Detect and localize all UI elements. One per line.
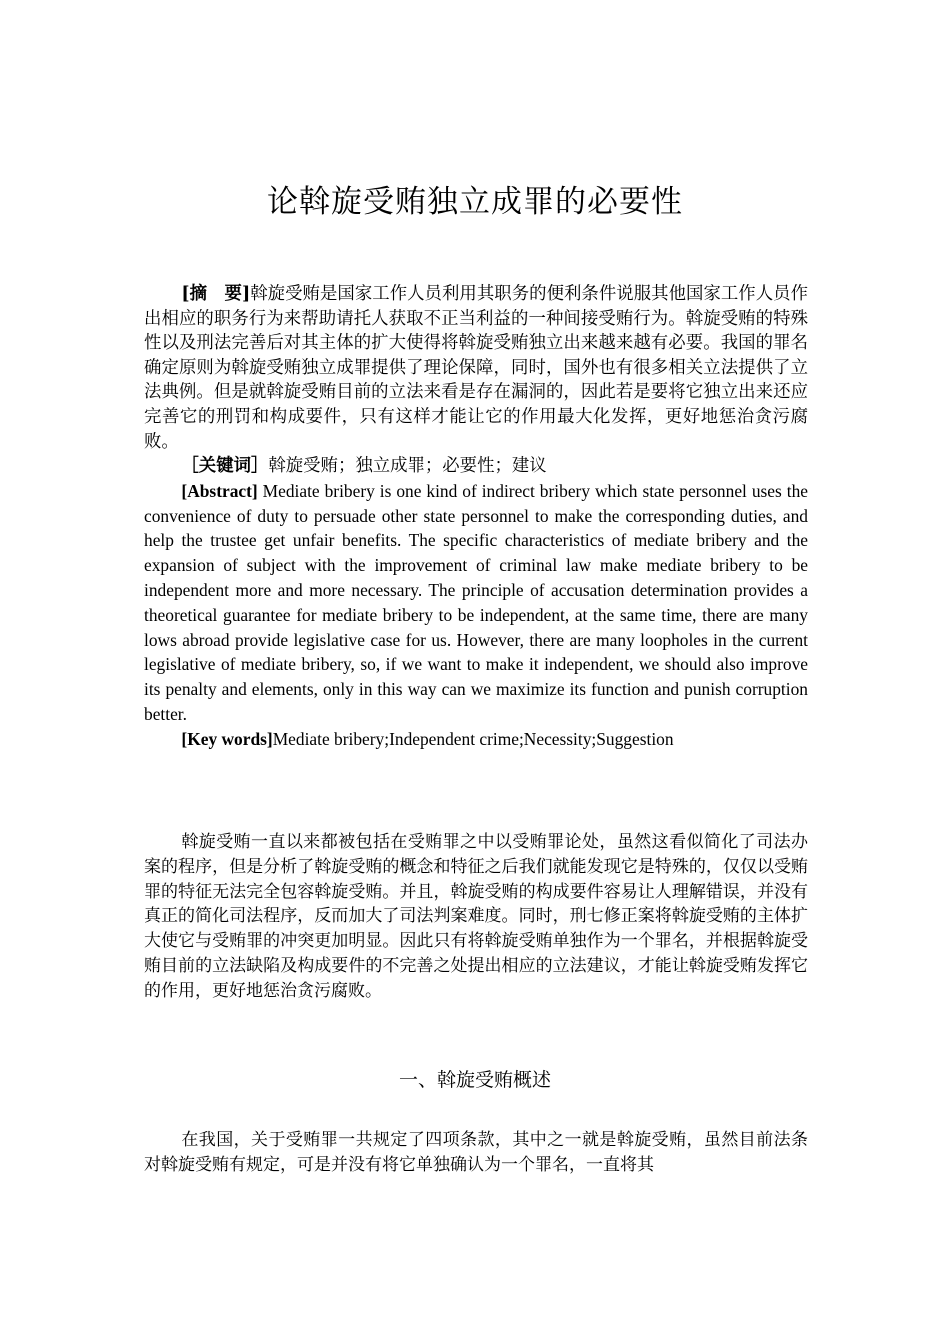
section1-block: [144, 1128, 808, 1178]
abstract-en-text: Mediate bribery is one kind of indirect bribery which state personnel uses the convenience of duty to persuade other state personnel to make the corresponding duties, and help the trustee get unfair benefits. The specific characteristics of mediate bribery and the expansion of subject with the improvement of criminal law make mediate bribery to be independent more and more necessary. The principle of accusation determination provides a theoretical guarantee for mediate bribery to be independent, at the same time, there are many lows abroad provide legislative case for us. However, there are many loopholes in the current legislative of mediate bribery, so, if we want to make it independent, we should also improve its penalty and elements, only in this way can we maximize its function and punish corruption better.: [144, 480, 808, 724]
abstract-en-label: [Abstract]: [181, 480, 258, 501]
intro-block: [144, 830, 808, 1004]
abstract-cn-label: [摘 要]: [181, 284, 251, 304]
intro-paragraph: 斡旋受贿一直以来都被包括在受贿罪之中以受贿罪论处，虽然这看似简化了司法办案的程序，但是分析了斡旋受贿的概念和特征之后我们就能发现它是特殊的，仅仅以受贿罪的特征无法完全包容斡旋受贿。并且，斡旋受贿的构成要件容易让人理解错误，并没有真正的简化司法程序，反而加大了司法判案难度。同时，刑七修正案将斡旋受贿的主体扩大使它与受贿罪的冲突更加明显。因此只有将斡旋受贿单独作为一个罪名，并根据斡旋受贿目前的立法缺陷及构成要件的不完善之处提出相应的立法建议，才能让斡旋受贿发挥它的作用，更好地惩治贪污腐败。: [144, 832, 808, 1001]
paper-title: 论斡旋受贿独立成罪的必要性: [267, 184, 683, 220]
keywords-cn: [144, 454, 808, 479]
keywords-cn-text: 斡旋受贿；独立成罪；必要性；建议: [268, 456, 547, 477]
abstract-cn-text: 斡旋受贿是国家工作人员利用其职务的便利条件说服其他国家工作人员作出相应的职务行为来帮助请托人获取不正当利益的一种间接受贿行为。斡旋受贿的特殊性以及刑法完善后对其主体的扩大使得将斡旋受贿独立出来越来越有必要。我国的罪名确定原则为斡旋受贿独立成罪提供了理论保障，同时，国外也有很多相关立法提供了立法典例。但是就斡旋受贿目前的立法来看是存在漏洞的，因此若是要将它独立出来还应完善它的刑罚和构成要件，只有这样才能让它的作用最大化发挥，更好地惩治贪污腐败。: [144, 284, 808, 452]
abstract-en: [144, 479, 808, 727]
keywords-en-text: Mediate bribery;Independent crime;Necessity;Suggestion: [272, 728, 674, 749]
section1-paragraph: 在我国，关于受贿罪一共规定了四项条款，其中之一就是斡旋受贿，虽然目前法条对斡旋受贿有规定，可是并没有将它单独确认为一个罪名，一直将其: [144, 1130, 808, 1175]
abstract-cn-block: [144, 282, 808, 752]
keywords-en: [144, 727, 808, 752]
keywords-cn-label: ［关键词］: [181, 456, 269, 477]
section-heading: 一、斡旋受贿概述: [398, 1069, 551, 1091]
abstract-cn: [144, 282, 808, 454]
keywords-en-label: [Key words]: [181, 728, 273, 749]
